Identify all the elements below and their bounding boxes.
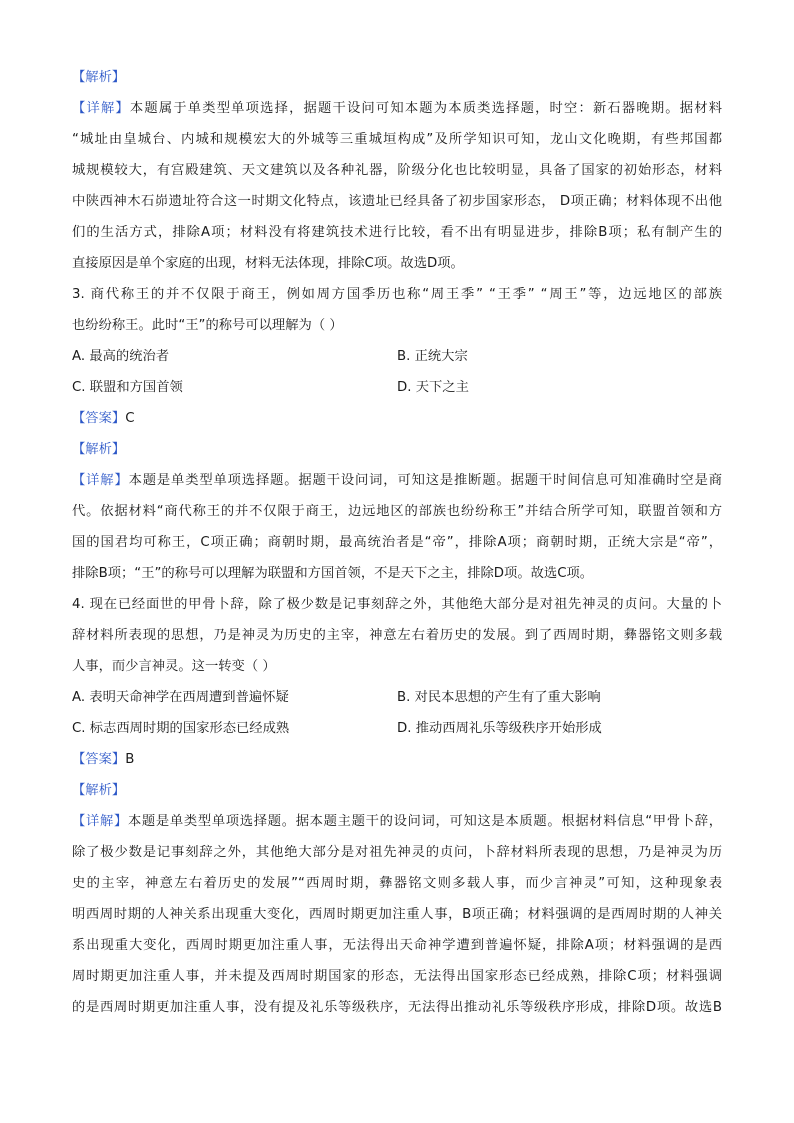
option-c: C. 标志西周时期的国家形态已经成熟 (72, 721, 290, 736)
answer-tag: 【答案】 (72, 411, 126, 426)
question-4-stem: 人事，而少言神灵。这一转变（ ） (72, 659, 276, 674)
detail-line: 周时期更加注重人事，并未提及西周时期国家的形态，无法得出国家形态已经成熟，排除C项；材料强调 (72, 969, 722, 984)
analysis-heading (72, 775, 722, 806)
question-4-options-row (72, 713, 722, 744)
document-page (72, 62, 722, 1023)
question-3-options-row (72, 341, 722, 372)
analysis-heading (72, 62, 722, 93)
detail-text: 本题是单类型单项选择题。据题干设问词，可知这是推断题。据题干时间信息可知准确时空是商 (128, 473, 722, 488)
option-a: A. 最高的统治者 (72, 349, 170, 364)
detail-line (72, 465, 722, 496)
option-b: B. 正统大宗 (397, 349, 468, 364)
question-3-stem: 也纷纷称王。此时“王”的称号可以理解为（ ） (72, 318, 343, 333)
answer-value: B (125, 752, 135, 767)
detail-line: 除了极少数是记事刻辞之外，其他绝大部分是对祖先神灵的贞问，卜辞材料所表现的思想，乃是神灵为历 (72, 845, 722, 860)
option-d: D. 天下之主 (397, 380, 469, 395)
detail-text: 本题属于单类型单项选择，据题干设问可知本题为本质类选择题，时空：新石器晚期。据材料 (129, 101, 722, 116)
detail-line: 系出现重大变化，西周时期更加注重人事，无法得出天命神学遭到普遍怀疑，排除A项；材料强调的是西 (72, 938, 722, 953)
detail-line: 直接原因是单个家庭的出现，材料无法体现，排除C项。故选D项。 (72, 256, 464, 271)
question-4-stem: 辞材料所表现的思想，乃是神灵为历史的主宰，神意左右着历史的发展。到了西周时期，彝器铭文则多载 (72, 628, 722, 643)
answer-line (72, 403, 722, 434)
detail-line: 中陕西神木石峁遗址符合这一时期文化特点，该遗址已经具备了初步国家形态， D项正确；材料体现不出他 (72, 194, 722, 209)
question-4-options-row (72, 682, 722, 713)
option-d: D. 推动西周礼乐等级秩序开始形成 (397, 721, 602, 736)
detail-line (72, 806, 722, 837)
question-3-stem: 3. 商代称王的并不仅限于商王，例如周方国季历也称“周王季” “王季” “周王”等，边远地区的部族 (72, 287, 722, 302)
option-b: B. 对民本思想的产生有了重大影响 (397, 690, 601, 705)
analysis-tag: 【解析】 (72, 783, 126, 798)
answer-line (72, 744, 722, 775)
option-a: A. 表明天命神学在西周遭到普遍怀疑 (72, 690, 289, 705)
detail-line: 明西周时期的人神关系出现重大变化，西周时期更加注重人事，B项正确；材料强调的是西周时期的人神关 (72, 907, 722, 922)
detail-tag: 【详解】 (72, 814, 128, 829)
detail-line: 排除B项；“王”的称号可以理解为联盟和方国首领，不是天下之主，排除D项。故选C项。 (72, 566, 594, 581)
detail-line: 的是西周时期更加注重人事，没有提及礼乐等级秩序，无法得出推动礼乐等级秩序形成，排除D项。故选B (72, 1000, 722, 1015)
detail-line: 国的国君均可称王，C项正确；商朝时期，最高统治者是“帝”，排除A项；商朝时期，正统大宗是“帝”， (72, 535, 722, 550)
question-3-options-row (72, 372, 722, 403)
detail-line: 们的生活方式，排除A项；材料没有将建筑技术进行比较，看不出有明显进步，排除B项；私有制产生的 (72, 225, 722, 240)
question-4-stem: 4. 现在已经面世的甲骨卜辞，除了极少数是记事刻辞之外，其他绝大部分是对祖先神灵的贞问。大量的卜 (72, 597, 722, 612)
detail-line: “城址由皇城台、内城和规模宏大的外城等三重城垣构成”及所学知识可知，龙山文化晚期，有些邦国都 (72, 132, 722, 147)
analysis-tag: 【解析】 (72, 70, 126, 85)
detail-tag: 【详解】 (72, 101, 130, 116)
analysis-heading (72, 434, 722, 465)
detail-line: 代。依据材料“商代称王的并不仅限于商王，边远地区的部族也纷纷称王”并结合所学可知，联盟首领和方 (72, 504, 722, 519)
detail-line: 城规模较大，有宫殿建筑、天文建筑以及各种礼器，阶级分化也比较明显，具备了国家的初始形态，材料 (72, 163, 722, 178)
detail-line: 史的主宰，神意左右着历史的发展”“西周时期，彝器铭文则多载人事，而少言神灵”可知，这种现象表 (72, 876, 722, 891)
detail-line (72, 93, 722, 124)
analysis-tag: 【解析】 (72, 442, 126, 457)
option-c: C. 联盟和方国首领 (72, 380, 183, 395)
answer-tag: 【答案】 (72, 752, 126, 767)
detail-tag: 【详解】 (72, 473, 129, 488)
answer-value: C (125, 411, 135, 426)
detail-text: 本题是单类型单项选择题。据本题主题干的设问词，可知这是本质题。根据材料信息“甲骨卜辞， (127, 814, 722, 829)
